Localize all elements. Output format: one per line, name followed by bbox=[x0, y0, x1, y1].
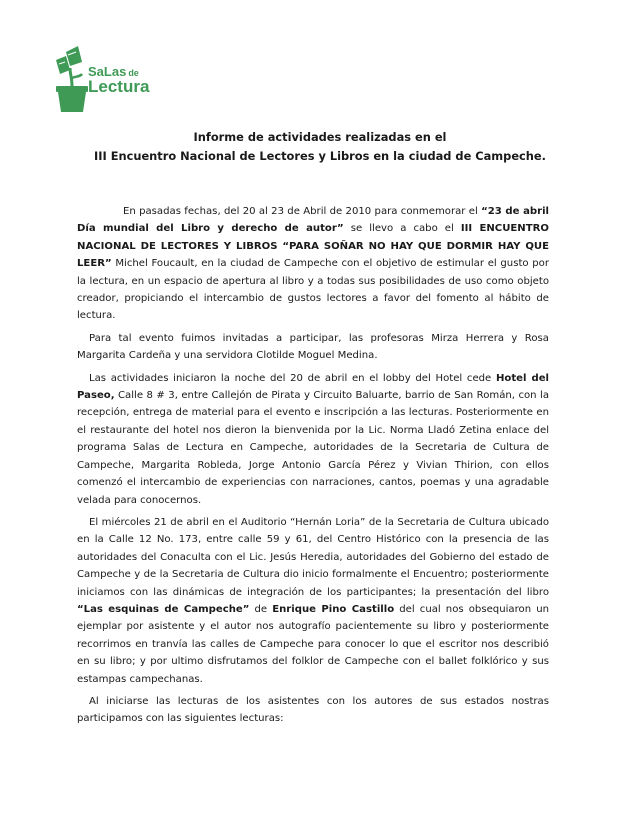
logo-text-bottom: Lectura bbox=[88, 77, 150, 96]
report-body bbox=[77, 203, 549, 733]
paragraph-wednesday: El miércoles 21 de abril en el Auditorio “Hernán Loria” de la Secretaria de Cultura ubicado en la Calle 12 No. 173, entre calle 59 y 61, del Centro Histórico con la presencia de las autoridades del Conaculta con el Lic. Jesús Heredia, autoridades del Gobierno del estado de Campeche y de la Secretaria de Cultura dio inicio formalmente el Encuentro; posteriormente iniciamos con las dinámicas de integración de los participantes; la presentación del libro “Las esquinas de Campeche” de Enrique Pino Castillo del cual nos obsequiaron un ejemplar por asistente y el autor nos autografío pacientemente su libro y posteriormente recorrimos en tranvía las calles de Campeche para conocer lo que el escritor nos describió en su libro; y por ultimo disfrutamos del folklor de Campeche con el ballet folklórico y sus estampas campechanas. bbox=[77, 516, 549, 685]
report-subtitle: III Encuentro Nacional de Lectores y Libros en la ciudad de Campeche. bbox=[94, 149, 546, 163]
paragraph-intro: En pasadas fechas, del 20 al 23 de Abril de 2010 para conmemorar el “23 de abril Día mundial del Libro y derecho de autor” se llevo a cabo el III ENCUENTRO NACIONAL DE LECTORES Y LIBROS “PARA SOÑAR NO HAY QUE DORMIR HAY QUE LEER” Michel Foucault, en la ciudad de Campeche con el objetivo de estimular el gusto por la lectura, en un espacio de apertura al libro y a todas sus posibilidades de uso como objeto creador, propiciando el intercambio de gustos lectores a favor del fomento al hábito de lectura. bbox=[77, 206, 549, 322]
salas-de-lectura-logo bbox=[52, 40, 162, 115]
report-title: Informe de actividades realizadas en el bbox=[193, 130, 447, 144]
paragraph-invitation: Para tal evento fuimos invitadas a participar, las profesoras Mirza Herrera y Rosa Margarita Cardeña y una servidora Clotilde Moguel Medina. bbox=[77, 332, 549, 362]
plant-pot-books-icon bbox=[52, 44, 92, 114]
paragraph-activities: Las actividades iniciaron la noche del 20 de abril en el lobby del Hotel cede Hotel del Paseo, Calle 8 # 3, entre Callejón de Pirata y Circuito Baluarte, barrio de San Román, con la recepción, entrega de material para el evento e inscripción a las lecturas. Posteriormente en el restaurante del hotel nos dieron la bienvenida por la Lic. Norma Lladó Zetina enlace del programa Salas de Lectura en Campeche, autoridades de la Secretaria de Cultura de Campeche, Margarita Robleda, Jorge Antonio García Pérez y Vivian Thirion, con ellos comenzó el intercambio de experiencias con narraciones, cantos, poemas y una agradable velada para conocernos. bbox=[77, 372, 549, 506]
paragraph-readings: Al iniciarse las lecturas de los asistentes con los autores de sus estados nostras participamos con las siguientes lecturas: bbox=[77, 695, 549, 725]
logo-text-top: SaLas de bbox=[88, 64, 139, 79]
